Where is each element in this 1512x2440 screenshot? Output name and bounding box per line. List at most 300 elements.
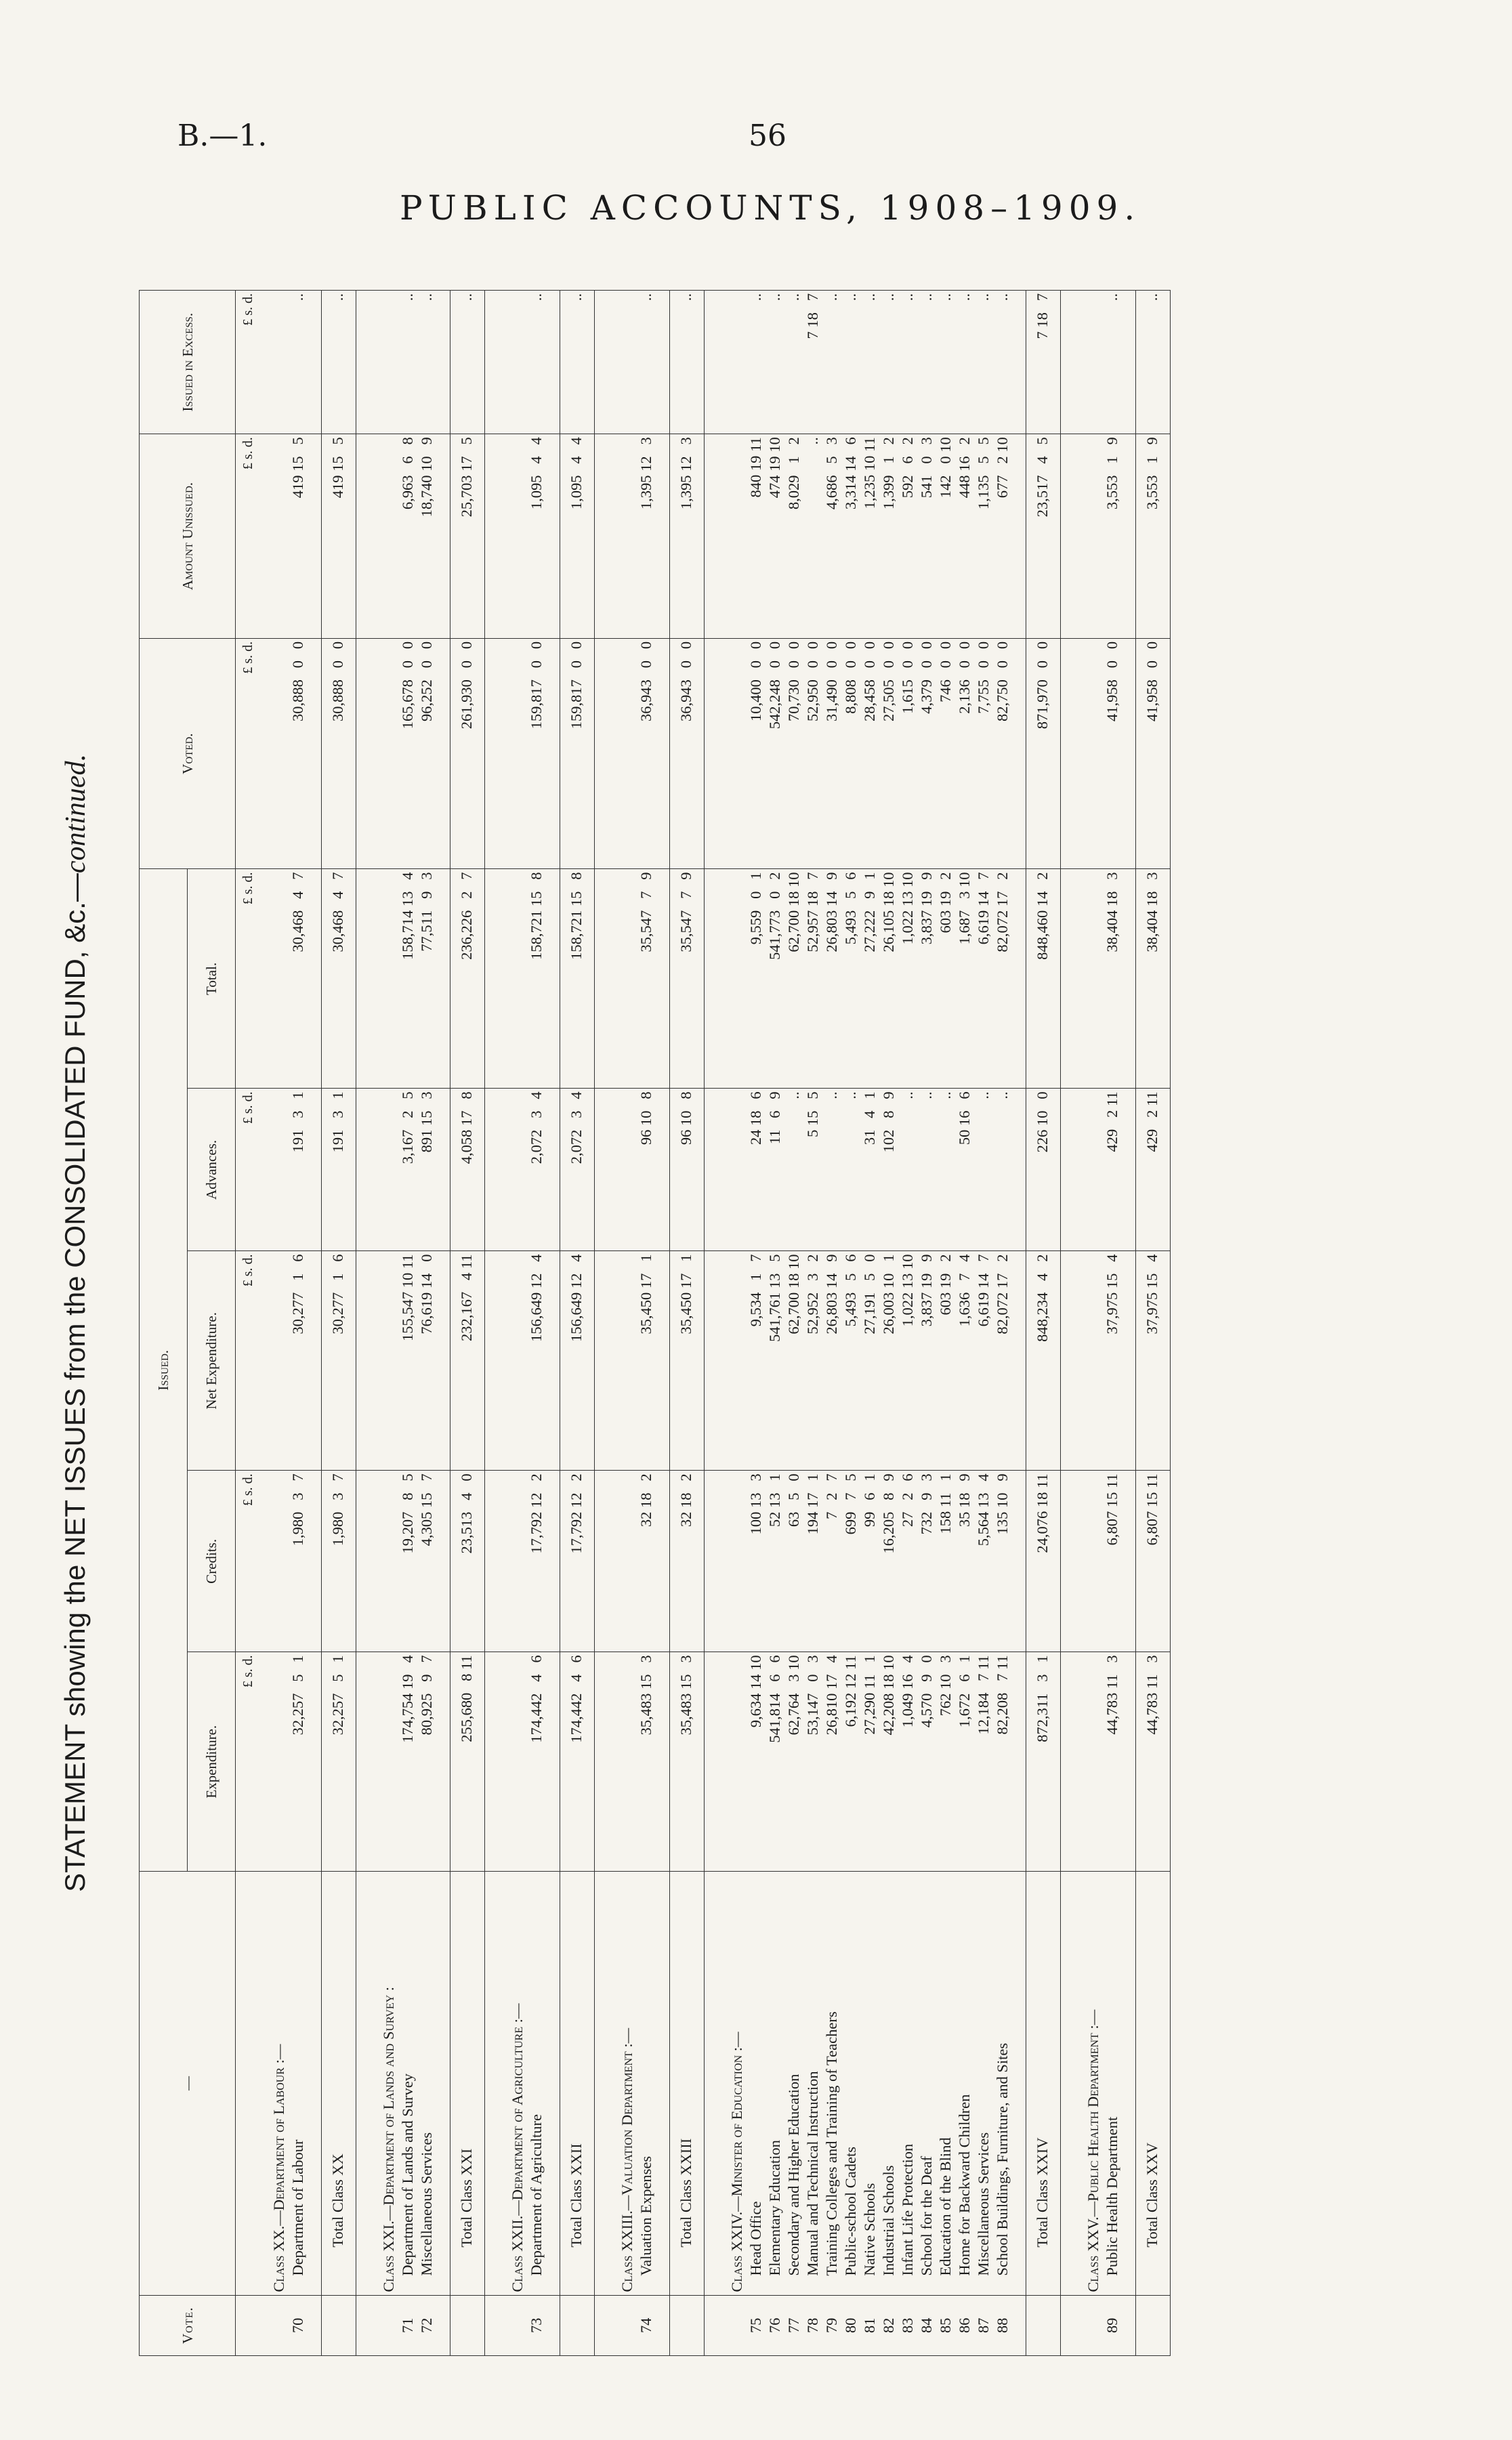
voted-header: Voted. [140, 638, 236, 869]
empty-cell [370, 291, 398, 434]
net-value: 76,619 14 0 [417, 1251, 436, 1471]
spacer-cell [308, 638, 322, 869]
empty-cell [1074, 1089, 1103, 1251]
spacer-cell [546, 1251, 560, 1471]
unissued-value: 474 19 10 [765, 434, 784, 639]
net-total: 848,234 4 2 [1026, 1251, 1061, 1471]
row-description: Manual and Technical Instruction [803, 1872, 822, 2295]
excess-value: .. [860, 291, 879, 434]
adv-value: .. [784, 1089, 803, 1251]
empty-cell [1074, 1251, 1103, 1471]
vote-number: 82 [879, 2295, 898, 2355]
units-cell: £ s. d. [236, 1089, 261, 1251]
net-total: 232,167 4 11 [450, 1251, 485, 1471]
unissued-value: 541 0 3 [917, 434, 936, 639]
net-value: 26,003 10 1 [879, 1251, 898, 1471]
spacer-cell [705, 434, 719, 639]
excess-value: .. [822, 291, 841, 434]
excess-total: .. [322, 291, 356, 434]
adv-value: .. [993, 1089, 1012, 1251]
spacer-cell [595, 2295, 609, 2355]
vote-number: 70 [289, 2295, 308, 2355]
exp-value: 12,184 7 11 [974, 1652, 993, 1872]
exp-total: 44,783 11 3 [1136, 1652, 1171, 1872]
adv-total: 429 2 11 [1136, 1089, 1171, 1251]
total-value: 603 19 2 [936, 869, 955, 1089]
table-row [1103, 291, 1122, 2356]
row-description: Secondary and Higher Education [784, 1872, 803, 2295]
spacer-cell [595, 1471, 609, 1652]
spacer-cell [656, 869, 670, 1089]
empty-cell [370, 1652, 398, 1872]
spacer-row [705, 291, 719, 2356]
total-label: Total Class XXI [450, 1872, 485, 2295]
unissued-value: 3,314 14 6 [841, 434, 860, 639]
empty-cell [1074, 1471, 1103, 1652]
spacer-cell [356, 1872, 371, 2295]
exp-value: 174,442 4 6 [527, 1652, 546, 1872]
empty-cell [499, 869, 527, 1089]
table-row [974, 291, 993, 2356]
voted-value: 82,750 0 0 [993, 638, 1012, 869]
spacer-cell [308, 1251, 322, 1471]
units-cell: £ s. d. [236, 1652, 261, 1872]
total-value: 9,559 0 1 [747, 869, 765, 1089]
adv-value: .. [936, 1089, 955, 1251]
voted-value: 41,958 0 0 [1103, 638, 1122, 869]
row-description: Valuation Expenses [637, 1872, 656, 2295]
spacer-cell [356, 2295, 371, 2355]
voted-value: 746 0 0 [936, 638, 955, 869]
unissued-value: 448 16 2 [955, 434, 974, 639]
vote-number: 75 [747, 2295, 765, 2355]
class-total-row [560, 291, 595, 2356]
adv-value: .. [898, 1089, 917, 1251]
empty-cell [260, 1471, 289, 1652]
unissued-total: 3,553 1 9 [1136, 434, 1171, 639]
cred-value: 6,807 15 11 [1103, 1471, 1122, 1652]
vote-number: 80 [841, 2295, 860, 2355]
unissued-value: 3,553 1 9 [1103, 434, 1122, 639]
net-value: 27,191 5 0 [860, 1251, 879, 1471]
spacer-cell [356, 1652, 371, 1872]
issued-header: Issued. [140, 869, 188, 1872]
spacer-cell [485, 291, 499, 434]
spacer-cell [1122, 638, 1136, 869]
voted-value: 2,136 0 0 [955, 638, 974, 869]
vote-number: 72 [417, 2295, 436, 2355]
table-body [236, 291, 1171, 2356]
empty-cell [370, 434, 398, 639]
spacer-row [546, 291, 560, 2356]
spacer-cell [705, 2295, 719, 2355]
spacer-cell [356, 638, 371, 869]
spacer-cell [1061, 2295, 1075, 2355]
spacer-cell [546, 1471, 560, 1652]
class-title: Class XXII.—Department of Agriculture :— [499, 1872, 527, 2295]
excess-value: 7 18 7 [803, 291, 822, 434]
spacer-cell [485, 2295, 499, 2355]
spacer-cell [705, 1872, 719, 2295]
exp-value: 9,634 14 10 [747, 1652, 765, 1872]
cred-value: 699 7 5 [841, 1471, 860, 1652]
empty-cell [718, 434, 747, 639]
excess-total: .. [560, 291, 595, 434]
spacer-cell [1012, 434, 1026, 639]
voted-total: 36,943 0 0 [670, 638, 705, 869]
cred-value: 158 11 1 [936, 1471, 955, 1652]
unissued-value: 8,029 1 2 [784, 434, 803, 639]
vote-number: 86 [955, 2295, 974, 2355]
adv-value: 191 3 1 [289, 1089, 308, 1251]
empty-cell [718, 1652, 747, 1872]
table-row [860, 291, 879, 2356]
spacer-cell [546, 2295, 560, 2355]
cred-total: 24,076 18 11 [1026, 1471, 1061, 1652]
vote-number: 89 [1103, 2295, 1122, 2355]
units-cell: £ s. d. [236, 291, 261, 434]
table-row [841, 291, 860, 2356]
empty-cell [370, 1251, 398, 1471]
unissued-value: 1,395 12 3 [637, 434, 656, 639]
total-value: 1,022 13 10 [898, 869, 917, 1089]
net-total: 35,450 17 1 [670, 1251, 705, 1471]
total-value: 62,700 18 10 [784, 869, 803, 1089]
units-cell [236, 1872, 261, 2295]
exp-value: 32,257 5 1 [289, 1652, 308, 1872]
cred-value: 5,564 13 4 [974, 1471, 993, 1652]
total-value: 541,773 0 2 [765, 869, 784, 1089]
spacer-row [656, 291, 670, 2356]
spacer-cell [1122, 869, 1136, 1089]
total-label: Total Class XXIV [1026, 1872, 1061, 2295]
vote-cell [1074, 2295, 1103, 2355]
spacer-cell [656, 638, 670, 869]
spacer-cell [485, 1471, 499, 1652]
table-row [936, 291, 955, 2356]
row-description: Miscellaneous Services [417, 1872, 436, 2295]
excess-value: .. [637, 291, 656, 434]
vote-number: 83 [898, 2295, 917, 2355]
spacer-cell [1012, 869, 1026, 1089]
voted-value: 28,458 0 0 [860, 638, 879, 869]
net-value: 3,837 19 9 [917, 1251, 936, 1471]
spacer-cell [436, 869, 450, 1089]
total-value: 158,714 13 4 [398, 869, 417, 1089]
spacer-cell [436, 1872, 450, 2295]
exp-value: 1,672 6 1 [955, 1652, 974, 1872]
unissued-value: 677 2 10 [993, 434, 1012, 639]
spacer-cell [705, 1652, 719, 1872]
exp-value: 26,810 17 4 [822, 1652, 841, 1872]
class-heading-row [608, 291, 637, 2356]
total-label: Total Class XXV [1136, 1872, 1171, 2295]
spacer-row [308, 291, 322, 2356]
net-value: 9,534 1 7 [747, 1251, 765, 1471]
net-value: 30,277 1 6 [289, 1251, 308, 1471]
voted-value: 542,248 0 0 [765, 638, 784, 869]
cred-total: 17,792 12 2 [560, 1471, 595, 1652]
spacer-cell [595, 1652, 609, 1872]
voted-value: 159,817 0 0 [527, 638, 546, 869]
total-value: 38,404 18 3 [1103, 869, 1122, 1089]
spacer-cell [485, 1089, 499, 1251]
cred-value: 100 13 3 [747, 1471, 765, 1652]
vote-cell [260, 2295, 289, 2355]
spacer-cell [656, 1872, 670, 2295]
empty-cell [499, 1471, 527, 1652]
cred-value: 16,205 8 9 [879, 1471, 898, 1652]
unissued-value: 840 19 11 [747, 434, 765, 639]
vote-number: 79 [822, 2295, 841, 2355]
cred-value: 4,305 15 7 [417, 1471, 436, 1652]
exp-total: 872,311 3 1 [1026, 1652, 1061, 1872]
total-value: 30,468 4 7 [289, 869, 308, 1089]
unissued-value: 592 6 2 [898, 434, 917, 639]
exp-total: 35,483 15 3 [670, 1652, 705, 1872]
spacer-cell [656, 1251, 670, 1471]
statement-title-continued: continued. [60, 754, 91, 874]
cred-value: 17,792 12 2 [527, 1471, 546, 1652]
adv-value: .. [917, 1089, 936, 1251]
exp-value: 53,147 0 3 [803, 1652, 822, 1872]
spacer-cell [656, 1652, 670, 1872]
excess-total: .. [670, 291, 705, 434]
cred-value: 52 13 1 [765, 1471, 784, 1652]
vote-number: 81 [860, 2295, 879, 2355]
net-value: 26,803 14 9 [822, 1251, 841, 1471]
excess-total: .. [1136, 291, 1171, 434]
cred-value: 99 6 1 [860, 1471, 879, 1652]
adv-total: 2,072 3 4 [560, 1089, 595, 1251]
vote-number: 84 [917, 2295, 936, 2355]
spacer-row [436, 291, 450, 2356]
spacer-cell [656, 434, 670, 639]
excess-value: .. [898, 291, 917, 434]
unissued-value: 1,235 10 11 [860, 434, 879, 639]
cred-total: 1,980 3 7 [322, 1471, 356, 1652]
total-label: Total Class XXII [560, 1872, 595, 2295]
voted-total: 261,930 0 0 [450, 638, 485, 869]
excess-value: .. [289, 291, 308, 434]
empty-cell [260, 638, 289, 869]
excess-value: .. [417, 291, 436, 434]
exp-total: 174,442 4 6 [560, 1652, 595, 1872]
excess-value: .. [879, 291, 898, 434]
spacer-cell [595, 434, 609, 639]
spacer-cell [308, 2295, 322, 2355]
cred-total: 32 18 2 [670, 1471, 705, 1652]
excess-value: .. [993, 291, 1012, 434]
empty-cell [608, 1471, 637, 1652]
spacer-cell [485, 1251, 499, 1471]
spacer-cell [546, 1652, 560, 1872]
spacer-cell [436, 291, 450, 434]
voted-value: 36,943 0 0 [637, 638, 656, 869]
spacer-row [356, 291, 371, 2356]
spacer-cell [705, 869, 719, 1089]
voted-value: 52,950 0 0 [803, 638, 822, 869]
empty-cell [608, 1652, 637, 1872]
class-heading-row [499, 291, 527, 2356]
spacer-cell [308, 869, 322, 1089]
expenditure-header: Expenditure. [188, 1652, 236, 1872]
spacer-cell [356, 1089, 371, 1251]
class-total-row [322, 291, 356, 2356]
total-value: 5,493 5 6 [841, 869, 860, 1089]
total-header: Total. [188, 869, 236, 1089]
exp-value: 6,192 12 11 [841, 1652, 860, 1872]
exp-value: 1,049 16 4 [898, 1652, 917, 1872]
class-heading-row [370, 291, 398, 2356]
cred-value: 32 18 2 [637, 1471, 656, 1652]
unissued-value: 142 0 10 [936, 434, 955, 639]
excess-value: .. [747, 291, 765, 434]
net-value: 1,022 13 10 [898, 1251, 917, 1471]
table-row [898, 291, 917, 2356]
empty-cell [260, 869, 289, 1089]
total-value: 52,957 18 7 [803, 869, 822, 1089]
voted-value: 7,755 0 0 [974, 638, 993, 869]
spacer-cell [1122, 1471, 1136, 1652]
net-value: 6,619 14 7 [974, 1251, 993, 1471]
adv-value: 2,072 3 4 [527, 1089, 546, 1251]
adv-value: 891 15 3 [417, 1089, 436, 1251]
vote-cell [450, 2295, 485, 2355]
spacer-cell [1012, 1251, 1026, 1471]
total-total: 848,460 14 2 [1026, 869, 1061, 1089]
empty-cell [499, 434, 527, 639]
voted-total: 30,888 0 0 [322, 638, 356, 869]
net-value: 35,450 17 1 [637, 1251, 656, 1471]
table-row [955, 291, 974, 2356]
voted-value: 70,730 0 0 [784, 638, 803, 869]
net-value: 37,975 15 4 [1103, 1251, 1122, 1471]
total-total: 38,404 18 3 [1136, 869, 1171, 1089]
exp-value: 4,570 9 0 [917, 1652, 936, 1872]
spacer-cell [546, 1872, 560, 2295]
row-description: Infant Life Protection [898, 1872, 917, 2295]
voted-total: 159,817 0 0 [560, 638, 595, 869]
voted-total: 871,970 0 0 [1026, 638, 1061, 869]
cred-value: 732 9 3 [917, 1471, 936, 1652]
total-value: 1,687 3 10 [955, 869, 974, 1089]
vote-cell [608, 2295, 637, 2355]
spacer-row [1061, 291, 1075, 2356]
row-description: Education of the Blind [936, 1872, 955, 2295]
exp-value: 541,814 6 6 [765, 1652, 784, 1872]
cred-value: 1,980 3 7 [289, 1471, 308, 1652]
net-value: 155,547 10 11 [398, 1251, 417, 1471]
empty-cell [499, 1652, 527, 1872]
spacer-cell [1122, 434, 1136, 639]
total-value: 6,619 14 7 [974, 869, 993, 1089]
class-total-row [1026, 291, 1061, 2356]
row-description: Head Office [747, 1872, 765, 2295]
spacer-cell [1012, 2295, 1026, 2355]
excess-value: .. [527, 291, 546, 434]
unissued-value: 4,686 5 3 [822, 434, 841, 639]
units-cell: £ s. d. [236, 869, 261, 1089]
empty-cell [260, 1089, 289, 1251]
spacer-cell [595, 1089, 609, 1251]
empty-cell [499, 1251, 527, 1471]
spacer-cell [546, 291, 560, 434]
spacer-cell [1061, 434, 1075, 639]
vote-number: 71 [398, 2295, 417, 2355]
table-row [398, 291, 417, 2356]
excess-total: 7 18 7 [1026, 291, 1061, 434]
adv-value: 24 18 6 [747, 1089, 765, 1251]
table-row [784, 291, 803, 2356]
spacer-cell [356, 869, 371, 1089]
adv-value: 50 16 6 [955, 1089, 974, 1251]
empty-cell [260, 1251, 289, 1471]
empty-cell [718, 291, 747, 434]
vote-cell [370, 2295, 398, 2355]
vote-number: 73 [527, 2295, 546, 2355]
cred-value: 63 5 0 [784, 1471, 803, 1652]
spacer-cell [595, 1251, 609, 1471]
cred-value: 35 18 9 [955, 1471, 974, 1652]
net-expenditure-header: Net Expenditure. [188, 1251, 236, 1471]
exp-value: 44,783 11 3 [1103, 1652, 1122, 1872]
spacer-cell [546, 869, 560, 1089]
adv-total: 4,058 17 8 [450, 1089, 485, 1251]
spacer-cell [485, 1652, 499, 1872]
spacer-cell [1061, 291, 1075, 434]
spacer-row [1122, 291, 1136, 2356]
spacer-cell [356, 1471, 371, 1652]
empty-cell [718, 1089, 747, 1251]
spacer-cell [436, 1251, 450, 1471]
issued-in-excess-header: Issued in Excess. [140, 291, 236, 434]
vote-cell [322, 2295, 356, 2355]
row-description: Home for Backward Children [955, 1872, 974, 2295]
statement-title [59, 290, 92, 2356]
exp-total: 32,257 5 1 [322, 1652, 356, 1872]
net-value: 52,952 3 2 [803, 1251, 822, 1471]
total-value: 35,547 7 9 [637, 869, 656, 1089]
empty-cell [1074, 869, 1103, 1089]
spacer-cell [1122, 291, 1136, 434]
spacer-cell [595, 869, 609, 1089]
page-number: 56 [749, 119, 786, 153]
empty-cell [718, 1251, 747, 1471]
empty-cell [608, 434, 637, 639]
exp-value: 174,754 19 4 [398, 1652, 417, 1872]
empty-cell [1074, 434, 1103, 639]
units-cell: £ s. d. [236, 434, 261, 639]
row-description: Miscellaneous Services [974, 1872, 993, 2295]
spacer-cell [546, 434, 560, 639]
spacer-cell [1061, 869, 1075, 1089]
exp-value: 82,208 7 11 [993, 1652, 1012, 1872]
advances-header: Advances. [188, 1089, 236, 1251]
spacer-cell [485, 638, 499, 869]
spacer-cell [1122, 1089, 1136, 1251]
vote-number: 87 [974, 2295, 993, 2355]
vote-number: 85 [936, 2295, 955, 2355]
table-row [993, 291, 1012, 2356]
spacer-cell [308, 291, 322, 434]
vote-number: 74 [637, 2295, 656, 2355]
spacer-cell [308, 1089, 322, 1251]
empty-cell [370, 638, 398, 869]
class-title: Class XXV.—Public Health Department :— [1074, 1872, 1103, 2295]
unissued-value: 1,095 4 4 [527, 434, 546, 639]
adv-value: .. [822, 1089, 841, 1251]
